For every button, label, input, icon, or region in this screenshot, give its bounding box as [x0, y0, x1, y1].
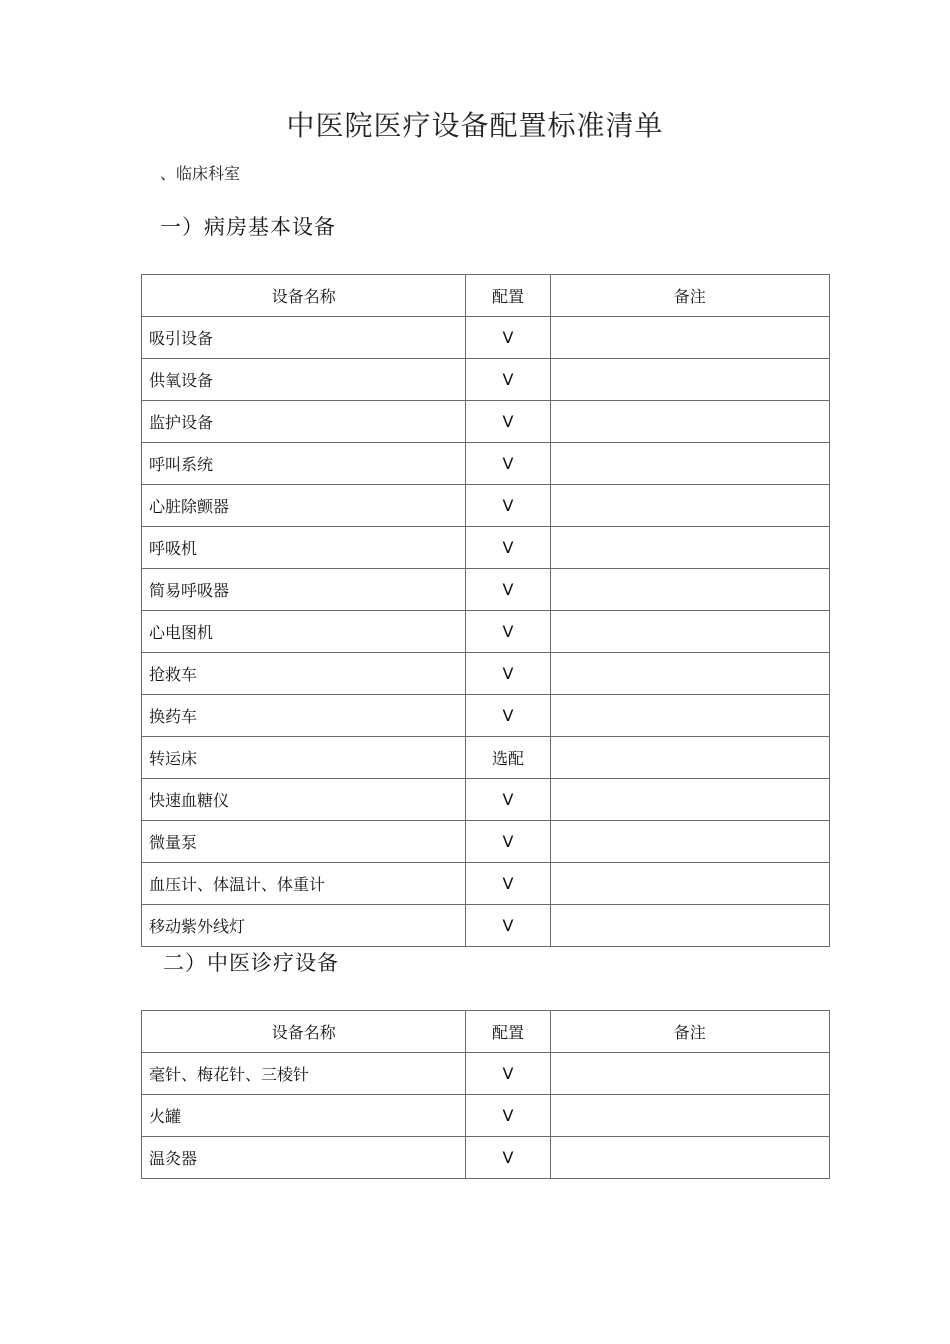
note-cell	[550, 611, 829, 653]
table-header-row	[142, 1011, 830, 1053]
note-cell	[550, 1053, 829, 1095]
header-equipment-name: 设备名称	[142, 275, 466, 317]
table-row	[142, 905, 830, 947]
tcm-equipment-table	[141, 1010, 830, 1179]
note-cell	[550, 401, 829, 443]
config-cell: V	[466, 359, 550, 401]
config-cell: V	[466, 485, 550, 527]
table-row	[142, 653, 830, 695]
equipment-name-cell: 毫针、梅花针、三棱针	[142, 1053, 466, 1095]
config-cell: V	[466, 527, 550, 569]
equipment-name-cell: 抢救车	[142, 653, 466, 695]
config-cell: V	[466, 779, 550, 821]
header-config: 配置	[466, 1011, 550, 1053]
config-cell: V	[466, 569, 550, 611]
config-cell: V	[466, 863, 550, 905]
note-cell	[550, 1137, 829, 1179]
ward-equipment-table	[141, 274, 830, 947]
table-row	[142, 401, 830, 443]
config-cell: V	[466, 821, 550, 863]
config-cell: V	[466, 443, 550, 485]
equipment-name-cell: 呼叫系统	[142, 443, 466, 485]
table-header-row	[142, 275, 830, 317]
table-row	[142, 611, 830, 653]
note-cell	[550, 317, 829, 359]
config-cell: V	[466, 1095, 550, 1137]
equipment-name-cell: 呼吸机	[142, 527, 466, 569]
note-cell	[550, 821, 829, 863]
equipment-name-cell: 移动紫外线灯	[142, 905, 466, 947]
config-cell: 选配	[466, 737, 550, 779]
table-row	[142, 485, 830, 527]
equipment-name-cell: 监护设备	[142, 401, 466, 443]
note-cell	[550, 485, 829, 527]
table-row	[142, 821, 830, 863]
note-cell	[550, 569, 829, 611]
table-row	[142, 779, 830, 821]
table-row	[142, 359, 830, 401]
config-cell: V	[466, 317, 550, 359]
table-row	[142, 737, 830, 779]
note-cell	[550, 737, 829, 779]
config-cell: V	[466, 905, 550, 947]
section-heading-tcm-equipment: 二）中医诊疗设备	[163, 951, 339, 975]
equipment-name-cell: 心脏除颤器	[142, 485, 466, 527]
note-cell	[550, 1095, 829, 1137]
header-note: 备注	[550, 1011, 829, 1053]
header-note: 备注	[550, 275, 829, 317]
section-heading-ward-equipment: 一）病房基本设备	[160, 215, 336, 239]
table-row	[142, 527, 830, 569]
equipment-name-cell: 简易呼吸器	[142, 569, 466, 611]
note-cell	[550, 905, 829, 947]
table-row	[142, 1095, 830, 1137]
page-title: 中医院医疗设备配置标准清单	[286, 109, 664, 142]
table-row	[142, 863, 830, 905]
equipment-name-cell: 快速血糖仪	[142, 779, 466, 821]
config-cell: V	[466, 695, 550, 737]
equipment-name-cell: 微量泵	[142, 821, 466, 863]
config-cell: V	[466, 1137, 550, 1179]
note-cell	[550, 443, 829, 485]
table-row	[142, 695, 830, 737]
config-cell: V	[466, 611, 550, 653]
header-config: 配置	[466, 275, 550, 317]
note-cell	[550, 653, 829, 695]
config-cell: V	[466, 1053, 550, 1095]
equipment-name-cell: 火罐	[142, 1095, 466, 1137]
table-row	[142, 1137, 830, 1179]
config-cell: V	[466, 653, 550, 695]
page-subtitle: 、临床科室	[160, 164, 241, 183]
equipment-name-cell: 血压计、体温计、体重计	[142, 863, 466, 905]
equipment-name-cell: 温灸器	[142, 1137, 466, 1179]
header-equipment-name: 设备名称	[142, 1011, 466, 1053]
note-cell	[550, 359, 829, 401]
note-cell	[550, 863, 829, 905]
table-row	[142, 443, 830, 485]
note-cell	[550, 527, 829, 569]
equipment-name-cell: 供氧设备	[142, 359, 466, 401]
equipment-name-cell: 转运床	[142, 737, 466, 779]
table-row	[142, 569, 830, 611]
note-cell	[550, 695, 829, 737]
table-row	[142, 1053, 830, 1095]
table-row	[142, 317, 830, 359]
config-cell: V	[466, 401, 550, 443]
equipment-name-cell: 心电图机	[142, 611, 466, 653]
equipment-name-cell: 换药车	[142, 695, 466, 737]
equipment-name-cell: 吸引设备	[142, 317, 466, 359]
note-cell	[550, 779, 829, 821]
